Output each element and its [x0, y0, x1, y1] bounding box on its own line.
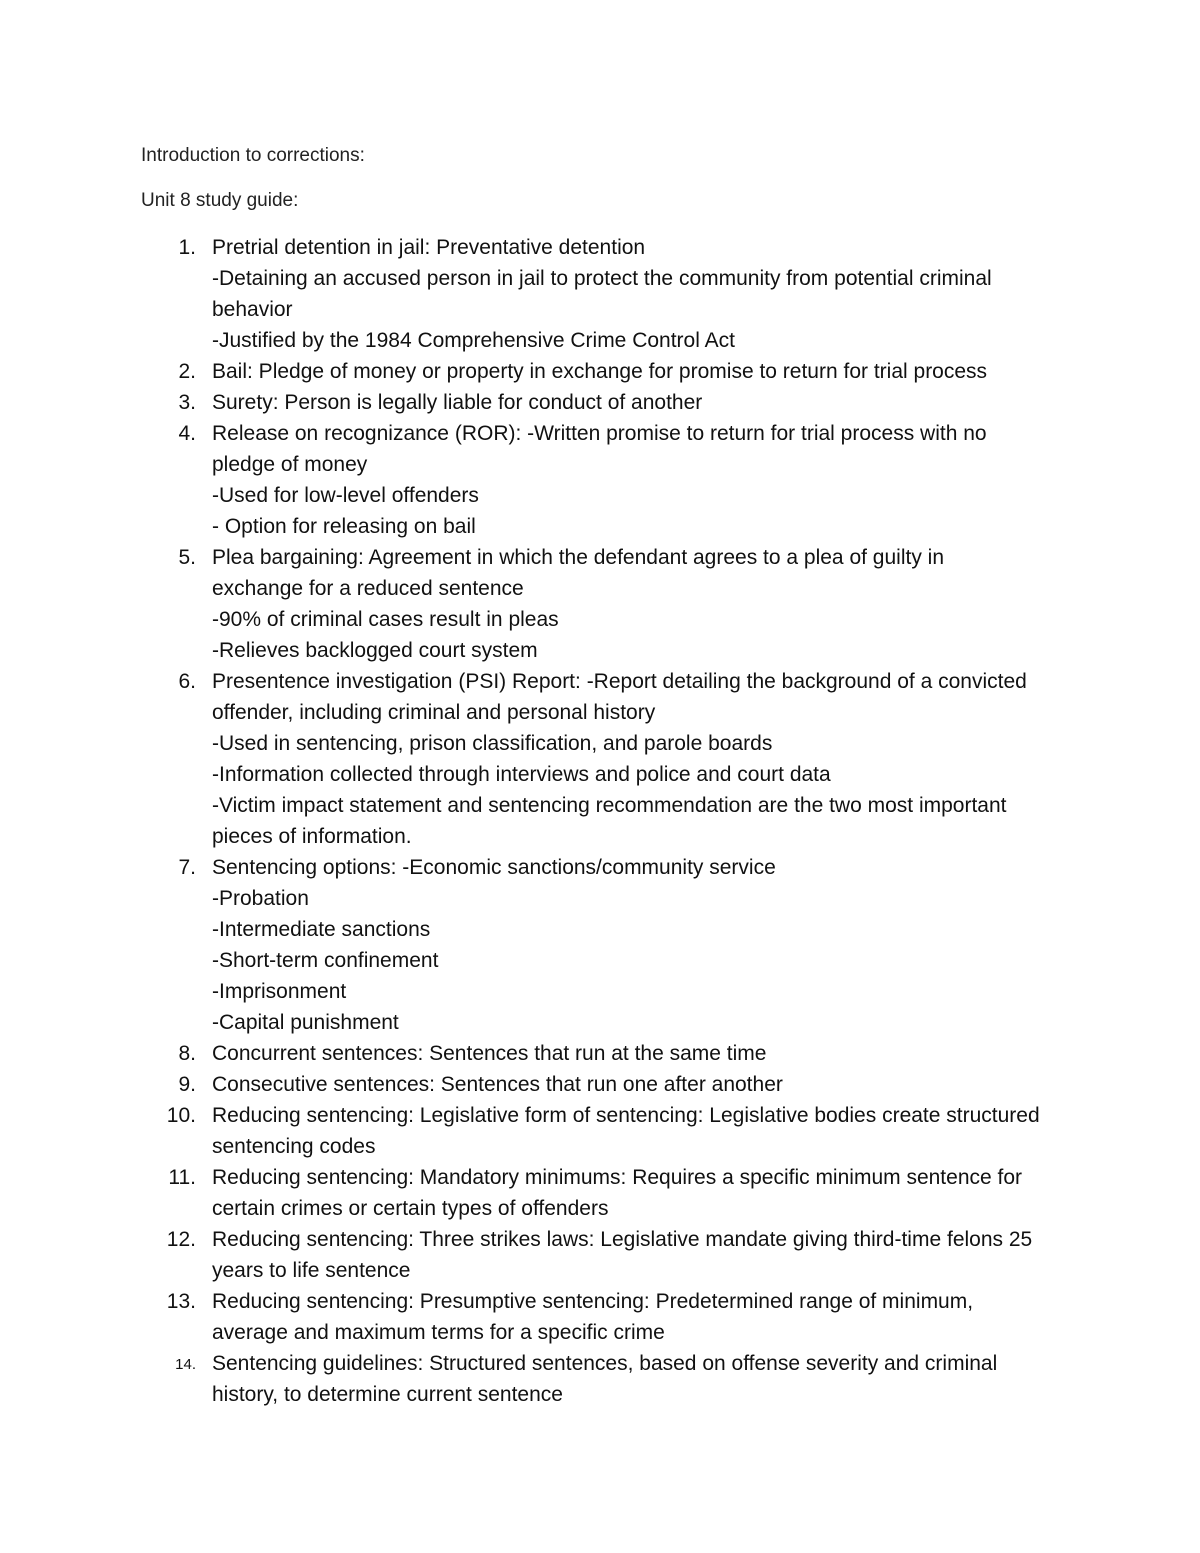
list-item-line: pledge of money — [212, 453, 368, 476]
list-item — [0, 1224, 1200, 1286]
list-item — [0, 1348, 1200, 1410]
list-item-line: offender, including criminal and personal history — [212, 701, 656, 724]
list-item-line: -90% of criminal cases result in pleas — [212, 608, 559, 631]
list-item — [0, 1069, 1200, 1100]
list-item-heading: Bail: Pledge of money or property in exchange for promise to return for trial process — [212, 360, 988, 383]
list-item-number: 3. — [178, 391, 196, 414]
list-item-line: history, to determine current sentence — [212, 1383, 563, 1406]
list-item-heading: Presentence investigation (PSI) Report: -Report detailing the background of a convicted — [212, 670, 1027, 693]
list-item-line: -Justified by the 1984 Comprehensive Crime Control Act — [212, 329, 735, 352]
list-item — [0, 387, 1200, 418]
list-item-number: 6. — [178, 670, 196, 693]
list-item-line: behavior — [212, 298, 293, 321]
list-item-line: sentencing codes — [212, 1135, 376, 1158]
list-item-line: -Imprisonment — [212, 980, 347, 1003]
list-item-number: 8. — [178, 1042, 196, 1065]
list-item-number: 5. — [178, 546, 196, 569]
list-item-line: -Capital punishment — [212, 1011, 399, 1034]
list-item-heading: Surety: Person is legally liable for conduct of another — [212, 391, 703, 414]
list-item-number: 10. — [166, 1104, 196, 1127]
list-item — [0, 852, 1200, 1038]
list-item-line: -Probation — [212, 887, 309, 910]
list-item — [0, 1100, 1200, 1162]
list-item-number: 9. — [178, 1073, 196, 1096]
list-item-heading: Concurrent sentences: Sentences that run at the same time — [212, 1042, 767, 1065]
list-item — [0, 1162, 1200, 1224]
list-item-heading: Reducing sentencing: Presumptive sentencing: Predetermined range of minimum, — [212, 1290, 974, 1313]
list-item-heading: Pretrial detention in jail: Preventative detention — [212, 236, 646, 259]
list-item-line: average and maximum terms for a specific crime — [212, 1321, 665, 1344]
list-item-heading: Sentencing options: -Economic sanctions/community service — [212, 856, 776, 879]
list-item-line: pieces of information. — [212, 825, 412, 848]
list-item-line: - Option for releasing on bail — [212, 515, 476, 538]
list-item-heading: Consecutive sentences: Sentences that run one after another — [212, 1073, 783, 1096]
list-item — [0, 232, 1200, 356]
study-guide-list — [0, 232, 1200, 1410]
list-item-number: 13. — [166, 1290, 196, 1313]
list-item-line: -Short-term confinement — [212, 949, 439, 972]
list-item-heading: Reducing sentencing: Mandatory minimums: Requires a specific minimum sentence for — [212, 1166, 1023, 1189]
list-item-line: -Victim impact statement and sentencing recommendation are the two most important — [212, 794, 1007, 817]
list-item-number: 12. — [166, 1228, 196, 1251]
list-item-number: 1. — [178, 236, 196, 259]
list-item-line: -Information collected through interviews and police and court data — [212, 763, 831, 786]
list-item-number: 11. — [168, 1166, 196, 1189]
list-item-line: years to life sentence — [212, 1259, 411, 1282]
list-item — [0, 418, 1200, 542]
list-item — [0, 666, 1200, 852]
list-item-number: 7. — [178, 856, 196, 879]
list-item — [0, 542, 1200, 666]
list-item-line: -Used for low-level offenders — [212, 484, 479, 507]
list-item-line: certain crimes or certain types of offenders — [212, 1197, 609, 1220]
list-item-number: 14. — [175, 1356, 196, 1373]
list-item — [0, 1038, 1200, 1069]
list-item-number: 2. — [178, 360, 196, 383]
list-item-line: exchange for a reduced sentence — [212, 577, 524, 600]
list-item-heading: Plea bargaining: Agreement in which the defendant agrees to a plea of guilty in — [212, 546, 944, 569]
list-item-line: -Relieves backlogged court system — [212, 639, 538, 662]
list-item-heading: Reducing sentencing: Legislative form of sentencing: Legislative bodies create structured — [212, 1104, 1040, 1127]
list-item — [0, 1286, 1200, 1348]
list-item-number: 4. — [178, 422, 196, 445]
list-item-heading: Reducing sentencing: Three strikes laws: Legislative mandate giving third-time felons 25 — [212, 1228, 1033, 1251]
list-item — [0, 356, 1200, 387]
list-item-heading: Sentencing guidelines: Structured sentences, based on offense severity and criminal — [212, 1352, 998, 1375]
document-title: Introduction to corrections: — [141, 145, 365, 166]
document-subtitle: Unit 8 study guide: — [141, 190, 299, 211]
list-item-line: -Detaining an accused person in jail to protect the community from potential criminal — [212, 267, 992, 290]
list-item-line: -Used in sentencing, prison classification, and parole boards — [212, 732, 773, 755]
list-item-heading: Release on recognizance (ROR): -Written promise to return for trial process with no — [212, 422, 987, 445]
list-item-line: -Intermediate sanctions — [212, 918, 431, 941]
